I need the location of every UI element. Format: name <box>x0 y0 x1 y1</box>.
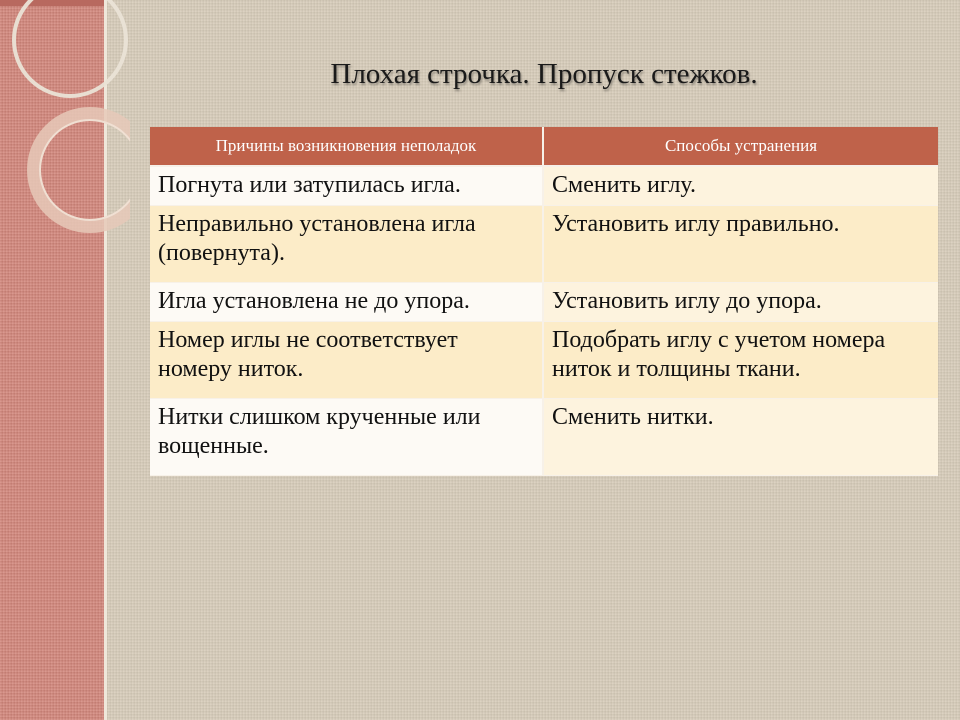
cause-cell: Погнута или затупилась игла. <box>150 166 543 206</box>
fix-cell: Установить иглу правильно. <box>543 206 938 283</box>
fix-cell: Сменить нитки. <box>543 399 938 476</box>
decorative-ring-small <box>34 114 130 226</box>
table-row <box>150 322 938 399</box>
table-row <box>150 206 938 283</box>
fix-cell: Подобрать иглу с учетом номера ниток и толщины ткани. <box>543 322 938 399</box>
cause-cell: Нитки слишком крученные или вощенные. <box>150 399 543 476</box>
fix-cell: Установить иглу до упора. <box>543 283 938 322</box>
decorative-rings <box>0 0 130 240</box>
decorative-ring-small-inner <box>40 120 130 220</box>
table-row <box>150 399 938 476</box>
header-fixes: Способы устранения <box>543 127 938 166</box>
table-row <box>150 283 938 322</box>
table-row <box>150 166 938 206</box>
troubleshooting-table <box>150 127 938 476</box>
decorative-ring-large <box>14 0 126 96</box>
cause-cell: Неправильно установлена игла (повернута). <box>150 206 543 283</box>
cause-cell: Номер иглы не соответствует номеру ниток. <box>150 322 543 399</box>
cause-cell: Игла установлена не до упора. <box>150 283 543 322</box>
table-header-row <box>150 127 938 166</box>
fix-cell: Сменить иглу. <box>543 166 938 206</box>
slide-title: Плохая строчка. Пропуск стежков. <box>330 58 758 90</box>
header-causes: Причины возникновения неполадок <box>150 127 543 166</box>
